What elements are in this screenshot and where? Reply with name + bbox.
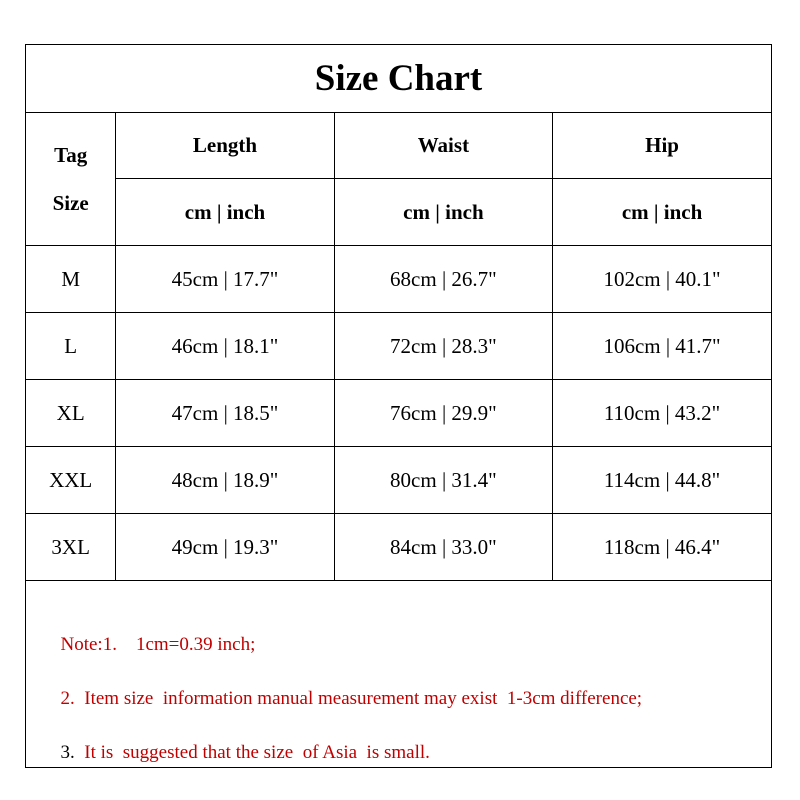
tag-size-cell: M — [26, 246, 116, 313]
hip-cell: 110cm | 43.2" — [553, 380, 771, 447]
note-2-text: 2. Item size information manual measurement may exist 1-3cm difference; — [60, 688, 643, 709]
waist-cell: 84cm | 33.0" — [334, 514, 552, 581]
table-row — [26, 313, 771, 380]
note-3-number: 3. — [60, 742, 75, 763]
tag-size-header — [26, 112, 116, 246]
length-cell: 49cm | 19.3" — [116, 514, 334, 581]
hip-cell: 102cm | 40.1" — [553, 246, 771, 313]
tag-size-cell: XXL — [26, 447, 116, 514]
size-chart-frame — [25, 44, 772, 768]
note-3 — [32, 720, 430, 786]
length-cell: 47cm | 18.5" — [116, 380, 334, 447]
length-unit: cm | inch — [116, 179, 334, 246]
table-row — [26, 514, 771, 581]
length-cell: 45cm | 17.7" — [116, 246, 334, 313]
size-table — [26, 112, 771, 581]
tag-size-label-line2: Size — [52, 190, 89, 215]
length-cell: 48cm | 18.9" — [116, 447, 334, 514]
hip-header: Hip — [553, 112, 771, 179]
chart-title: Size Chart — [26, 45, 771, 113]
length-cell: 46cm | 18.1" — [116, 313, 334, 380]
waist-unit: cm | inch — [334, 179, 552, 246]
waist-cell: 80cm | 31.4" — [334, 447, 552, 514]
tag-size-cell: L — [26, 313, 116, 380]
hip-cell: 106cm | 41.7" — [553, 313, 771, 380]
tag-size-cell: 3XL — [26, 514, 116, 581]
waist-cell: 72cm | 28.3" — [334, 313, 552, 380]
length-header: Length — [116, 112, 334, 179]
hip-unit: cm | inch — [553, 179, 771, 246]
waist-cell: 76cm | 29.9" — [334, 380, 552, 447]
note-1-text: Note:1. 1cm=0.39 inch; — [60, 634, 256, 655]
unit-row — [26, 179, 771, 246]
header-row — [26, 112, 771, 179]
table-row — [26, 447, 771, 514]
table-row — [26, 380, 771, 447]
tag-size-label-line1: Tag — [54, 142, 88, 167]
tag-size-cell: XL — [26, 380, 116, 447]
note-3-text: It is suggested that the size of Asia is small. — [74, 742, 430, 763]
hip-cell: 118cm | 46.4" — [553, 514, 771, 581]
waist-cell: 68cm | 26.7" — [334, 246, 552, 313]
hip-cell: 114cm | 44.8" — [553, 447, 771, 514]
waist-header: Waist — [334, 112, 552, 179]
table-row — [26, 246, 771, 313]
